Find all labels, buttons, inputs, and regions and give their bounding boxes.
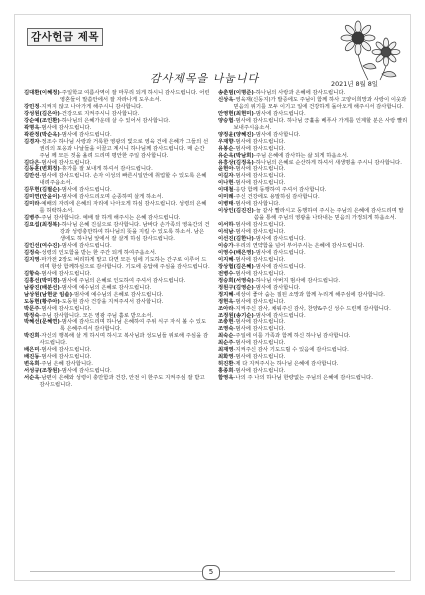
donor-name: 장상협(김은혜) xyxy=(218,263,254,270)
thanks-message: -범사에 감사드립니다. xyxy=(233,173,286,180)
donor-name: 김인선(여수진) xyxy=(24,242,60,249)
thanks-entry xyxy=(24,333,211,347)
thanks-message: -범사에 감사드립니다. xyxy=(233,222,286,229)
donor-name: 이대철 xyxy=(218,187,234,194)
donor-name: 남상원(남현균 임솔) xyxy=(24,291,73,298)
donor-name: 남광진(배분선) xyxy=(24,284,60,291)
donor-name: 조영숙 xyxy=(218,326,234,333)
thanks-message: -범사에 감사드립니다. xyxy=(59,368,112,375)
thanks-message: -범사에 예수님의 은혜로 감사드립니다. xyxy=(72,291,164,298)
thanks-message: -영육재(신동지)가 발증에도 주님이 함께 하사 고양이희망과 사랑이 이웃과 믿음의 위기를 모두 이기고 일에 건강하게 돌아오게 해주시서 감사합니다. xyxy=(233,96,407,110)
donor-name: 이나현 xyxy=(218,180,234,187)
donor-name: 유순옥(박남희) xyxy=(218,152,254,159)
thanks-message: -범사에 주님의 은혜로 인도하여 주셔서 감사드립니다. xyxy=(59,277,186,284)
donor-name: 안영현(최현미) xyxy=(218,110,254,117)
thanks-message: -범사에 감사드립니다. xyxy=(39,159,92,166)
thanks-entry xyxy=(24,250,211,257)
donor-name: 정원구(김영순) xyxy=(218,284,254,291)
thanks-message: -범사에 감사드립니다. xyxy=(233,180,286,187)
donor-name: 함영옥 xyxy=(218,375,234,382)
donor-name: 정지혜 xyxy=(218,291,234,298)
thanks-entry xyxy=(218,278,408,285)
donor-name: 전병수 xyxy=(218,270,234,277)
donor-name: 변옥희 xyxy=(24,361,40,368)
thanks-message: -범사에 감사드립니다. xyxy=(253,236,306,243)
thanks-entry xyxy=(218,118,408,132)
donor-name: 이승가 xyxy=(218,242,234,249)
donor-name: 김병주 xyxy=(24,215,40,222)
thanks-entry xyxy=(218,111,408,118)
donor-name: 김만선 xyxy=(24,173,40,180)
donor-name: 김홍선(박미경) xyxy=(24,277,60,284)
thanks-entry xyxy=(218,264,408,271)
thanks-message: -범사에 감사드립니다. xyxy=(253,110,306,117)
thanks-message: -범사에 감사드립니다. xyxy=(59,131,112,138)
thanks-entry xyxy=(24,139,211,160)
thanks-message: -하나님 아버지 범사에 감사드립니다. xyxy=(253,277,341,284)
donor-name: 김동훈(변희정) xyxy=(24,166,60,173)
thanks-message: -범사에 감사드립니다. xyxy=(39,354,92,361)
thanks-message: -범사에 감사드립니다. xyxy=(59,242,112,249)
thanks-message: -주일학교 여름사역이 잘 마무리 되게 하시니 감사드립니다. 어린 영혼들이 말씀안에서 잘 자라나게 도우소서. xyxy=(59,90,210,103)
donor-name: 김경자 xyxy=(24,138,40,145)
donor-name: 김미연(안윤이) xyxy=(24,194,60,201)
donor-name: 유흥상(김정옥) xyxy=(218,159,254,166)
donor-name: 도동현(황주아) xyxy=(24,298,60,305)
thanks-message: -범사에 감사드립니다. xyxy=(233,138,286,145)
thanks-message: -주님 감사합니다. 예배 잘 하게 해주시는 은혜 감사드립니다. xyxy=(39,215,181,222)
thanks-entry xyxy=(218,250,408,257)
thanks-entry xyxy=(218,146,408,153)
thanks-message: -주신 건강에도 용말하심 감사합니다. xyxy=(233,194,320,201)
thanks-message: -주일에 이를 가족과 함께 하신 하나님 감사합니다. xyxy=(233,333,351,340)
donor-name: 서성규(조창원) xyxy=(24,368,60,375)
donor-name: 이병태 xyxy=(218,201,234,208)
thanks-message: -늘 같사 빨라시고 동행하여 주시는 주님의 은혜에 감사드리며 말씀을 통해 주님의 영광을 나타내는 믿음의 가정되게 하옵소서. xyxy=(253,208,404,222)
thanks-entry xyxy=(218,236,408,243)
thanks-message: -지켜지 않고 나아가게 해주시니 감사합니다. xyxy=(39,103,143,110)
thanks-message: -성령의 인도함을 받는 한 주간 되게 하여주옵소서. xyxy=(39,249,157,256)
donor-name: 허진환 xyxy=(218,361,234,368)
thanks-message: -예배의 자리에 은혜의 자리에 나아오게 하심 감사드립니다. 성령의 은혜를 허락하소서. xyxy=(39,201,207,215)
donor-name: 최재영 xyxy=(218,347,234,354)
donor-name: 김무현(김필순) xyxy=(24,187,60,194)
donor-name: 이지혜 xyxy=(218,256,234,263)
thanks-message: -범사에 감사합니다. xyxy=(233,201,281,208)
thanks-message: -도동현 감사 건강을 지켜주셔서 감사합니다. xyxy=(59,298,164,305)
thanks-message: -범사에 감사드립니다. xyxy=(233,319,286,326)
donor-name: 강민정 xyxy=(24,103,40,110)
thanks-entry xyxy=(24,201,211,215)
thanks-entry xyxy=(218,97,408,111)
thanks-message: -범사에 감사드립니다. xyxy=(233,298,286,305)
thanks-message: -범사에 감사드립니다. 하나님 긍휼을 베푸사 가게를 인계할 분은 사랑 빨리 보내주시옵소서. xyxy=(233,117,408,131)
thanks-message: -범사에 감사드립니다. xyxy=(233,256,286,263)
donor-name: 이길자 xyxy=(218,173,234,180)
donor-name: 박문주 xyxy=(24,305,40,312)
thanks-entry xyxy=(24,111,211,118)
thanks-entry xyxy=(24,104,211,111)
thanks-message: -범사에 감사드립니다. xyxy=(233,166,286,173)
thanks-message: -제 다 지켜주시는 하나님 은혜에 감사합니다. xyxy=(233,361,339,368)
thanks-entry xyxy=(24,118,211,125)
thanks-entry xyxy=(218,271,408,278)
donor-name: 이영수(배은영) xyxy=(218,249,254,256)
thanks-entry xyxy=(218,306,408,313)
thanks-entry xyxy=(24,125,211,132)
thanks-message: -범사에 감사드립니다. xyxy=(253,263,306,270)
donor-name: 조아라 xyxy=(218,305,234,312)
donor-name: 곽관정(박순옥) xyxy=(24,131,60,138)
thanks-message: -휴가를 잘 보내게 하셔서 감사드립니다. xyxy=(59,166,153,173)
thanks-entry xyxy=(218,208,408,222)
thanks-entry xyxy=(218,243,408,250)
donor-name: 김대환(이혜정) xyxy=(24,90,60,96)
section-title: 감사헌금 제목 xyxy=(27,28,103,46)
thanks-message: -주님 은혜에 감사하는 삶 되게 하옵소서. xyxy=(253,152,349,159)
thanks-message: -범사에 감사드립니다. xyxy=(39,305,92,312)
sunflower-illustration xyxy=(330,16,408,82)
donor-name: 이석남 xyxy=(218,229,234,236)
left-column xyxy=(24,90,211,389)
donor-name: 곽명옥 xyxy=(24,124,40,131)
thanks-message: -자신의 행복해 살 게 하시며 하시고 복사님과 성도님들 위로해 주심을 감사드립니다. xyxy=(39,333,209,347)
donor-name: 최숙순 xyxy=(218,333,234,340)
thanks-entry xyxy=(24,90,211,104)
thanks-message: -지켜주신 감사, 채워주신 감사, 찬양&주신 성수 드린께 감사합니다. xyxy=(233,305,391,312)
thanks-message: -범사에 감사드립니다. xyxy=(233,270,286,277)
donor-name: 강순예(조인환) xyxy=(24,117,60,124)
thanks-entry xyxy=(218,299,408,306)
donor-name: 윤현아 xyxy=(218,166,234,173)
page-number: 5 xyxy=(202,565,220,580)
thanks-message: -범사에 감사드립니다. xyxy=(233,229,286,236)
thanks-message: -범사에 감사드립니다. xyxy=(253,312,306,319)
thanks-message: -나의 주 나의 하나님 한량없는 주님의 은혜에 감사드립니다. xyxy=(233,375,373,382)
thanks-entry xyxy=(218,375,408,382)
page-subtitle: 감사제목을 나눕니다 xyxy=(150,72,260,85)
thanks-entry xyxy=(24,306,211,313)
thanks-entry xyxy=(218,90,408,97)
thanks-entry xyxy=(218,285,408,292)
thanks-message: -범사에 감사드립니다. xyxy=(39,347,92,354)
thanks-message: -범사에 감사드리오며 순종하며 살게 하소서. xyxy=(59,194,164,201)
donor-name: 최화영 xyxy=(218,354,234,361)
thanks-entry xyxy=(24,173,211,187)
thanks-entry xyxy=(24,319,211,333)
thanks-entry xyxy=(218,292,408,299)
donor-name: 우재향 xyxy=(218,138,234,145)
thanks-entry xyxy=(24,243,211,250)
thanks-message: -범사에 감사드립니다. xyxy=(59,187,112,194)
thanks-message: -범사에 감사드립니다. xyxy=(233,326,286,333)
thanks-message: -범사에 감사합니다. xyxy=(253,284,301,291)
thanks-message: -우리의 연약함을 넘어 부어주시는 은혜에 감사드립니다. xyxy=(233,242,365,249)
thanks-entry xyxy=(218,257,408,264)
thanks-message: -범사에 감사드립니다. xyxy=(233,340,286,347)
donor-name: 최순주 xyxy=(218,340,234,347)
thanks-message: -하나님 은혜 진실으로 감사합니다. 남바다 손가족의 영육간의 건강과 성령충만하여 하나님의 뜻을 지킬 수 있도록 하소서. 남은 생에도 하나님 앞에서 잘 살게 하심 감사드립니다. xyxy=(59,222,210,243)
thanks-entry xyxy=(24,292,211,299)
thanks-entry xyxy=(24,257,211,271)
thanks-entry xyxy=(24,132,211,139)
thanks-message: -마가전 2장도 벼리하게 맡고 다면 모든 임에 기도하는 간구로 이루어 드리며 항상 함께하심으로 감사합니다. 기도에 응답해 주심을 감사드립니다. xyxy=(39,256,210,270)
right-column xyxy=(218,90,408,382)
thanks-message: -주님 은혜 감사합니다. xyxy=(39,361,93,368)
thanks-message: -범사에 감사드립니다. xyxy=(253,249,306,256)
thanks-message: -하나님의 사랑과 은혜에 감사드립니다. xyxy=(253,90,346,96)
donor-name: 이상인(김진진) xyxy=(218,208,254,215)
donor-name: 정승희(서영숙) xyxy=(218,277,254,284)
donor-name: 배진동 xyxy=(24,354,40,361)
donor-name: 조정원(송기순) xyxy=(218,312,254,319)
thanks-entry xyxy=(24,278,211,285)
donor-name: 김다은 xyxy=(24,159,40,166)
donor-name: 정현옥 xyxy=(218,298,234,305)
thanks-message: -범사에 감사드립니다. xyxy=(233,145,286,152)
donor-name: 송춘범(이명준) xyxy=(218,90,254,96)
thanks-message: -하나님의 은혜가운데 살 수 있어서 감사합니다. xyxy=(59,117,171,124)
thanks-message: -정조수 하나님 사랑과 거룩한 영광의 빛으로 영육 건에 은혜가 그들의 선 권리의 포옹과 나날들을 이끌고 계시니 하나님께 감사드립니다. 매 순간 주님 께 모든 것을 올려 드리며 평안한 주일 감사합니다. xyxy=(39,138,209,159)
donor-name: 김정숙 xyxy=(24,249,40,256)
donor-name: 박진희 xyxy=(24,333,40,340)
thanks-message: -범사에 감사드립니다. xyxy=(233,368,286,375)
donor-name: 김요섭(최정복) xyxy=(24,222,60,229)
donor-name: 신상옥 xyxy=(218,96,234,103)
donor-name: 양승협 xyxy=(218,117,234,124)
donor-name: 김지영 xyxy=(24,256,40,263)
donor-name: 이선진(김한나) xyxy=(218,236,254,243)
donor-name: 홍종희 xyxy=(218,368,234,375)
donor-name: 이서하 xyxy=(218,222,234,229)
donor-name: 박정숙 xyxy=(24,312,40,319)
thanks-entry xyxy=(24,375,211,389)
thanks-entry xyxy=(218,153,408,160)
thanks-message: -범사에 감사드리며 하나님 은혜하여 주위 식구 자식 볼 수 있도록 은혜주셔서 감사합니다. xyxy=(59,319,207,333)
thanks-entry xyxy=(218,229,408,236)
donor-name: 양정윤(양혜진) xyxy=(218,131,254,138)
donor-name: 이미례 xyxy=(218,194,234,201)
donor-name: 서순옥 xyxy=(24,375,40,382)
donor-name: 조충현 xyxy=(218,319,234,326)
thanks-message: -응당 함께 동행하여 주셔서 감사합니다. xyxy=(233,187,327,194)
thanks-entry xyxy=(24,285,211,292)
thanks-message: -하나님의 은혜로 순산하게 하셔서 새생명을 주시니 감사합니다. xyxy=(253,159,402,166)
thanks-message: -세상이 좋아 숨는 질된 소망과 함께 누리게 해주심에 감사합니다. xyxy=(233,291,385,298)
thanks-message: -범사에 감사드립니다. xyxy=(39,124,92,131)
thanks-message: -지켜주신 감사 기도드릴 수 있음에 감사드립니다. xyxy=(233,347,349,354)
donor-name: 배은미 xyxy=(24,347,40,354)
thanks-message: -범사에 감사드립니다. 손자 이성의 빠른시일안에 취업할 수 있도록 은혜 내려주옵소서. xyxy=(39,173,207,187)
donor-name: 김항숙 xyxy=(24,270,40,277)
thanks-message: -범사에 예수님의 은혜로 감사드립니다. xyxy=(59,284,152,291)
thanks-entry xyxy=(24,222,211,243)
thanks-message: -남편이 은혜와 성령이 충만함과 건강, 안전 이 한주도 지켜주심 잘 받고 감사드립니다. xyxy=(39,375,205,389)
thanks-entry xyxy=(218,132,408,139)
thanks-message: -주님 감사합니다. 모든 영광 주님 홀로 받으소서. xyxy=(39,312,154,319)
thanks-message: -범사에 감사드립니다. xyxy=(233,354,286,361)
donor-name: 박혜선(문혜연) xyxy=(24,319,60,326)
thanks-entry xyxy=(24,271,211,278)
thanks-message: -범사에 감사드립니다. xyxy=(39,270,92,277)
donor-name: 김미라 xyxy=(24,201,40,208)
donor-name: 강성원(김은아) xyxy=(24,110,60,117)
donor-name: 유봉순 xyxy=(218,145,234,152)
thanks-message: -건강으로 지켜주시니 감사합니다. xyxy=(59,110,140,117)
thanks-entry xyxy=(24,299,211,306)
report-date: 2021년 8월 8일 xyxy=(331,80,378,88)
thanks-message: -범사에 감사합니다. xyxy=(253,131,301,138)
thanks-entry xyxy=(218,139,408,146)
